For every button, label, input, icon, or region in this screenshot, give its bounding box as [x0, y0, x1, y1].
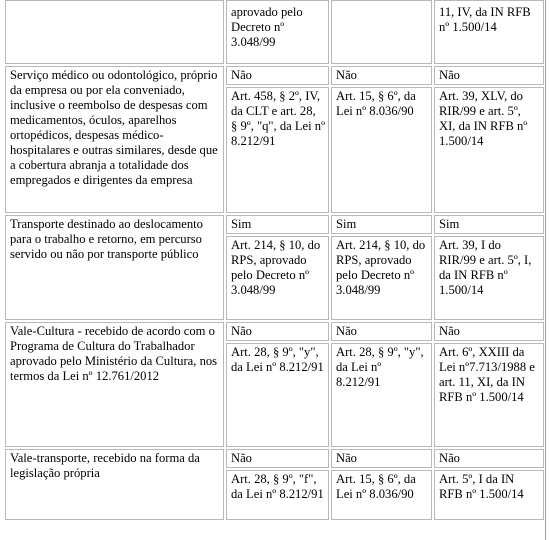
flag-cell-fgts: Não: [331, 449, 432, 468]
description-cell: [5, 0, 224, 64]
reference-cell-irrf: Art. 6º, XXIII da Lei nº7.713/1988 e art. 11, XI, da IN RFB nº 1.500/14: [434, 343, 544, 447]
reference-cell-irrf: Art. 5º, I da IN RFB nº 1.500/14: [434, 470, 544, 520]
table-row: [5, 322, 544, 341]
flag-cell-fgts: Não: [331, 322, 432, 341]
description-cell: Vale-transporte, recebido na forma da legislação própria: [5, 449, 224, 520]
reference-cell-inss: Art. 214, § 10, do RPS, aprovado pelo Decreto nº 3.048/99: [226, 236, 329, 320]
description-cell: Vale-Cultura - recebido de acordo com o Programa de Cultura do Trabalhador aprovado pelo Ministério da Cultura, nos termos da Lei nº 12.761/2012: [5, 322, 224, 447]
table-row: [5, 0, 544, 64]
flag-cell-inss: Sim: [226, 215, 329, 234]
reference-cell-inss: Art. 28, § 9º, "f", da Lei nº 8.212/91: [226, 470, 329, 520]
flag-cell-fgts: Sim: [331, 215, 432, 234]
description-cell: Serviço médico ou odontológico, próprio da empresa ou por ela conveniado, inclusive o reembolso de despesas com medicamentos, óculos, aparelhos ortopédicos, despesas médico-hospitalares e outras similares, desde que a cobertura abranja a totalidade dos empregados e dirigentes da empresa: [5, 66, 224, 213]
flag-cell-inss: Não: [226, 449, 329, 468]
reference-cell-irrf: Art. 39, I do RIR/99 e art. 5º, I, da IN RFB nº 1.500/14: [434, 236, 544, 320]
reference-cell-fgts: Art. 15, § 6º, da Lei nº 8.036/90: [331, 470, 432, 520]
reference-cell-inss: aprovado pelo Decreto nº 3.048/99: [226, 0, 329, 64]
flag-cell-inss: Não: [226, 322, 329, 341]
flag-cell-inss: Não: [226, 66, 329, 85]
table-row: [5, 66, 544, 85]
incidence-table: [3, 0, 546, 522]
flag-cell-irrf: Não: [434, 66, 544, 85]
reference-cell-fgts: Art. 28, § 9º, "y", da Lei nº 8.212/91: [331, 343, 432, 447]
reference-cell-fgts: Art. 15, § 6º, da Lei nº 8.036/90: [331, 87, 432, 213]
document-page: [3, 0, 546, 540]
flag-cell-irrf: Não: [434, 322, 544, 341]
flag-cell-fgts: Não: [331, 66, 432, 85]
reference-cell-inss: Art. 458, § 2º, IV, da CLT e art. 28, § 9º, "q", da Lei nº 8.212/91: [226, 87, 329, 213]
flag-cell-irrf: Não: [434, 449, 544, 468]
reference-cell-fgts: [331, 0, 432, 64]
reference-cell-fgts: Art. 214, § 10, do RPS, aprovado pelo Decreto nº 3.048/99: [331, 236, 432, 320]
reference-cell-irrf: 11, IV, da IN RFB nº 1.500/14: [434, 0, 544, 64]
reference-cell-irrf: Art. 39, XLV, do RIR/99 e art. 5º, XI, da IN RFB nº 1.500/14: [434, 87, 544, 213]
description-cell: Transporte destinado ao deslocamento para o trabalho e retorno, em percurso servido ou não por transporte público: [5, 215, 224, 320]
table-row: [5, 215, 544, 234]
reference-cell-inss: Art. 28, § 9º, "y", da Lei nº 8.212/91: [226, 343, 329, 447]
table-row: [5, 449, 544, 468]
flag-cell-irrf: Sim: [434, 215, 544, 234]
